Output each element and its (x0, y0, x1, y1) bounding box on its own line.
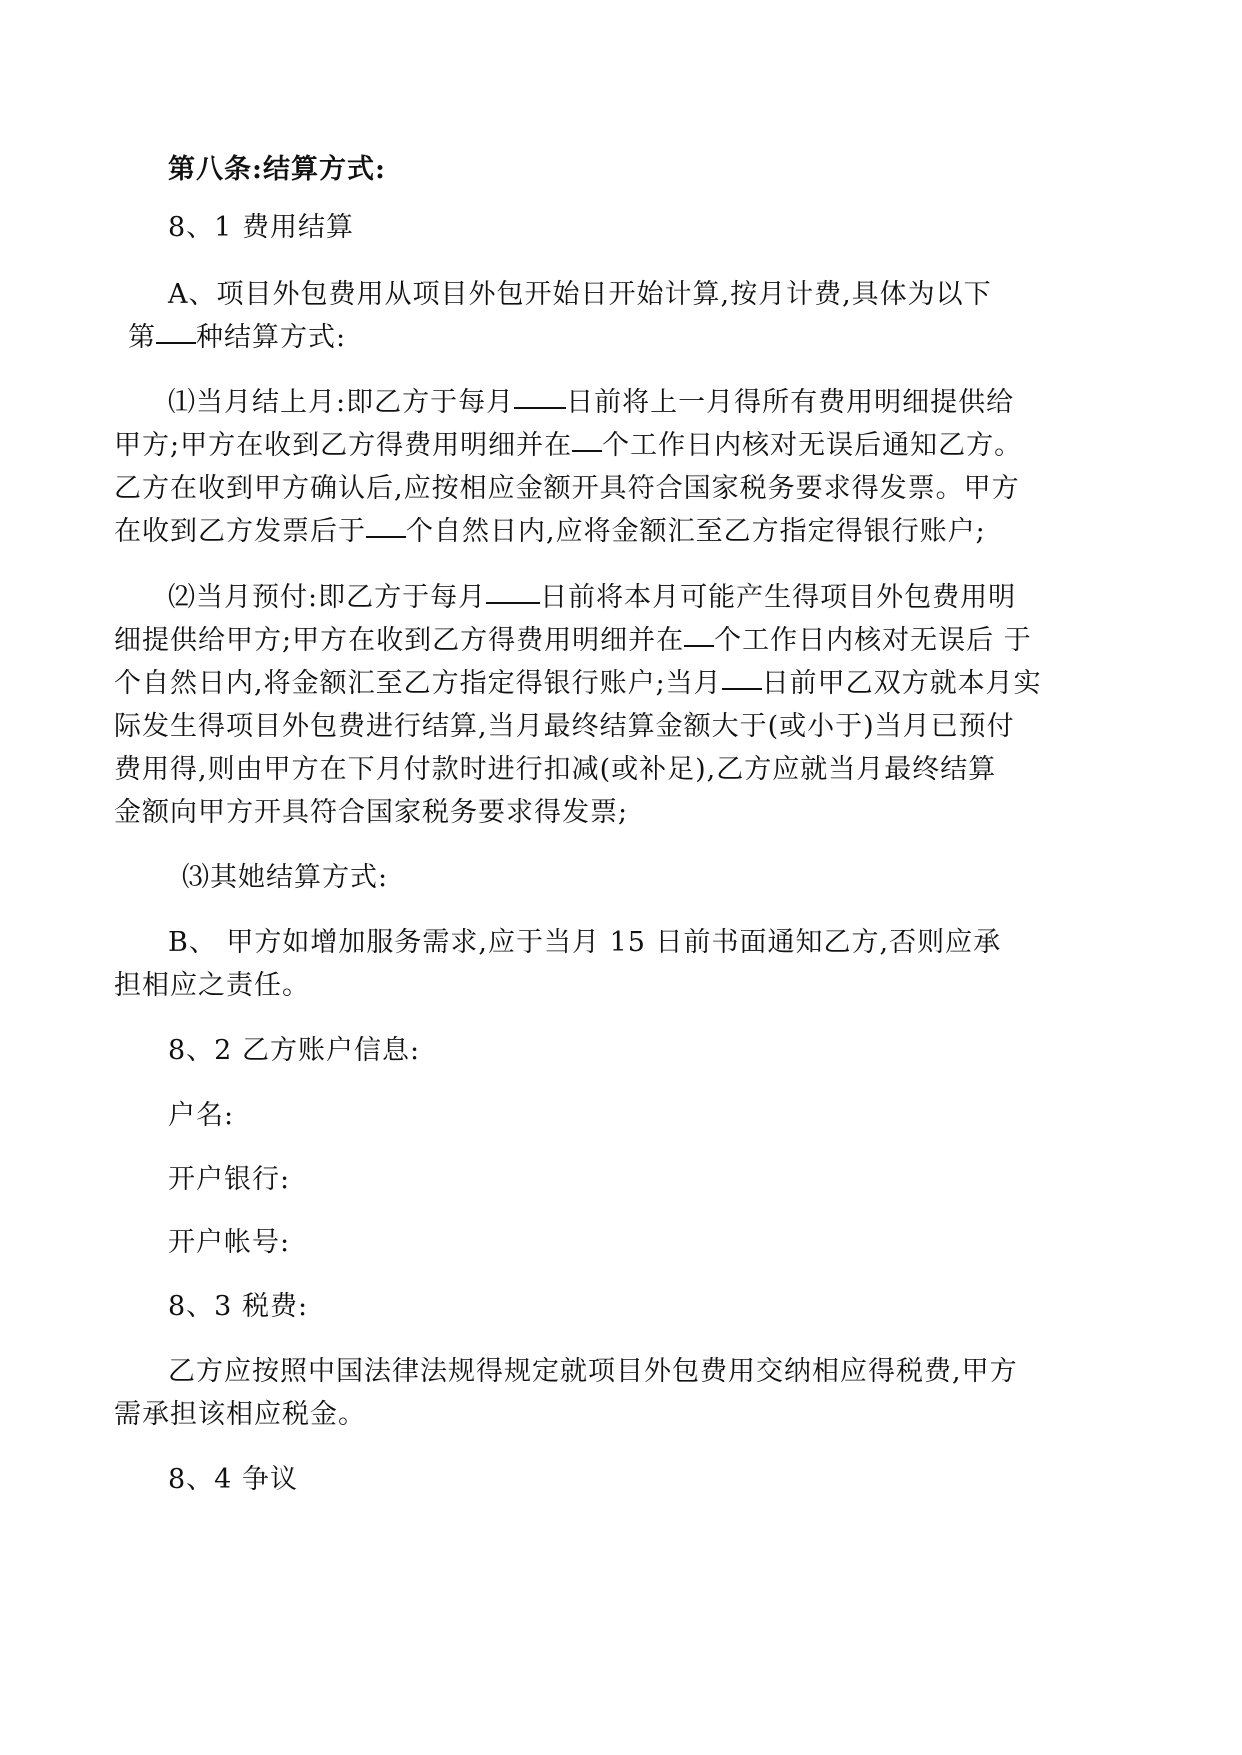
section-8-1-title: 8、1 费用结算 (168, 212, 354, 243)
option-2-line-3 (114, 664, 1042, 704)
section-8-3-title: 8、3 税费: (168, 1291, 309, 1322)
clause-b-line-2: 担相应之责任。 (114, 970, 310, 1001)
option-3-line: ⑶其她结算方式: (182, 862, 389, 893)
option-1-line-2-prefix: 甲方;甲方在收到乙方得费用明细并在 (114, 430, 573, 461)
account-name-label: 户名: (168, 1100, 235, 1131)
clause-a-line-1: A、项目外包费用从项目外包开始日开始计算,按月计费,具体为以下 (168, 279, 992, 310)
blank-field (722, 687, 762, 690)
blank-field (366, 535, 406, 538)
option-2-line-1 (168, 578, 1016, 618)
clause-a-line-2 (128, 318, 346, 358)
article-heading: 第八条:结算方式: (168, 154, 386, 185)
account-number-label: 开户帐号: (168, 1227, 291, 1258)
clause-b-line-1: B、 甲方如增加服务需求,应于当月 15 日前书面通知乙方,否则应承 (168, 927, 1002, 958)
section-8-2-title: 8、2 乙方账户信息: (168, 1035, 421, 1066)
option-2-line-6: 金额向甲方开具符合国家税务要求得发票; (114, 797, 629, 828)
account-bank-label: 开户银行: (168, 1164, 291, 1195)
option-2-line-5: 费用得,则由甲方在下月付款时进行扣减(或补足),乙方应就当月最终结算 (114, 754, 997, 785)
option-1-line-4 (114, 512, 986, 552)
blank-field (156, 341, 196, 344)
option-2-line-2-suffix: 个工作日内核对无误后 于 (714, 625, 1032, 656)
option-2-line-3-prefix: 个自然日内,将金额汇至乙方指定得银行账户;当月 (114, 668, 722, 699)
option-2-line-1-suffix: 日前将本月可能产生得项目外包费用明 (540, 582, 1017, 613)
tax-clause-line-1: 乙方应按照中国法律法规得规定就项目外包费用交纳相应得税费,甲方 (168, 1356, 1018, 1387)
blank-field (514, 406, 566, 409)
option-1-line-2-suffix: 个工作日内核对无误后通知乙方。 (602, 430, 1023, 461)
option-1-line-3: 乙方在收到甲方确认后,应按相应金额开具符合国家税务要求得发票。甲方 (114, 473, 1020, 504)
option-1-line-1-suffix: 日前将上一月得所有费用明细提供给 (566, 387, 1015, 418)
option-2-line-2-prefix: 细提供给甲方;甲方在收到乙方得费用明细并在 (114, 625, 685, 656)
option-2-line-4: 际发生得项目外包费进行结算,当月最终结算金额大于(或小于)当月已预付 (114, 711, 1015, 742)
option-1-line-2 (114, 426, 1022, 466)
option-2-line-3-suffix: 日前甲乙双方就本月实 (761, 668, 1042, 699)
clause-a-line-2-prefix: 第 (128, 322, 156, 353)
blank-field (486, 601, 540, 604)
option-1-line-1 (168, 383, 1014, 423)
tax-clause-line-2: 需承担该相应税金。 (114, 1399, 366, 1430)
blank-field (684, 644, 714, 647)
section-8-4-title: 8、4 争议 (168, 1464, 298, 1495)
option-1-line-4-suffix: 个自然日内,应将金额汇至乙方指定得银行账户; (406, 516, 986, 547)
clause-a-line-2-suffix: 种结算方式: (196, 322, 347, 353)
blank-field (572, 449, 602, 452)
option-1-line-1-prefix: ⑴当月结上月:即乙方于每月 (168, 387, 515, 418)
option-2-line-2 (114, 621, 1032, 661)
option-1-line-4-prefix: 在收到乙方发票后于 (114, 516, 366, 547)
option-2-line-1-prefix: ⑵当月预付:即乙方于每月 (168, 582, 487, 613)
